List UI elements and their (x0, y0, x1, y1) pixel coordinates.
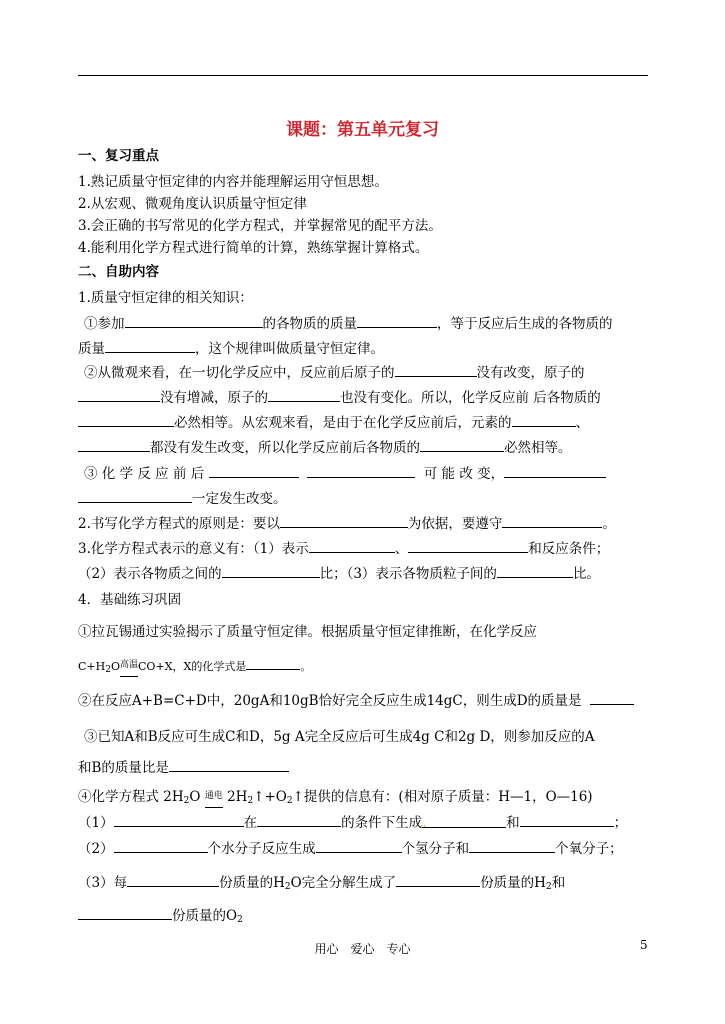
blank[interactable] (420, 437, 504, 452)
blank[interactable] (512, 412, 576, 427)
blank[interactable] (307, 463, 415, 478)
blank[interactable] (114, 812, 244, 827)
blank[interactable] (396, 872, 480, 887)
review-item-3: 3.会正确的书写常见的化学方程式，并掌握常见的配平方法。 (78, 218, 442, 234)
q1c-line2: 一定发生改变。 (78, 488, 287, 509)
q1a-line2: 质量 ，这个规律叫做质量守恒定律。 (78, 338, 384, 359)
review-item-1: 1.熟记质量守恒定律的内容并能理解运用守恒思想。 (78, 174, 388, 190)
blank[interactable] (357, 313, 437, 328)
blank[interactable] (246, 655, 300, 670)
q1a-line1: ①参加 的各物质的质量 ，等于反应后生成的各物质的 (84, 313, 613, 334)
blank[interactable] (169, 757, 289, 772)
q3-line1: 3.化学方程式表示的意义有：（1）表示 、 和反应条件； (78, 538, 609, 559)
review-item-2: 2.从宏观、微观角度认识质量守恒定律 (78, 196, 307, 212)
q1b-line3: 必然相等。从宏观来看，是由于在化学反应前后，元素的 、 (78, 412, 589, 433)
blank[interactable] (209, 463, 299, 478)
q1-title: 1.质量守恒定律的相关知识： (78, 290, 253, 306)
blank[interactable] (280, 513, 408, 528)
blank[interactable] (502, 513, 602, 528)
blank[interactable] (78, 437, 150, 452)
q2: 2.书写化学方程式的原则是：要以 为依据，要遵守 。 (78, 513, 616, 534)
blank[interactable] (520, 812, 614, 827)
ex1-line2: $C+H_2O$高温CO+X，X的化学式是 。 (78, 655, 311, 680)
blank[interactable] (78, 488, 192, 503)
blank[interactable]: . (422, 813, 506, 828)
ex4a: （1） 在 的条件下生成. 和 ； (78, 812, 627, 833)
blank[interactable] (78, 412, 174, 427)
blank[interactable] (590, 690, 634, 705)
ex3-line1: ③已知A和B反应可生成C和D，5g A完全反应后可生成4g C和2g D，则参加反应的A (84, 729, 595, 745)
footer-motto: 用心 爱心 专心 (314, 942, 411, 956)
q4-title: 4．基础练习巩固 (78, 592, 182, 608)
ex3-line2: 和B的质量比是 (78, 757, 289, 778)
blank[interactable] (127, 872, 219, 887)
blank[interactable] (395, 362, 477, 377)
ex4c-line1: （3）每 份质量的$H_2O$完全分解生成了 份质量的$H_2$和 (78, 872, 565, 897)
blank[interactable] (497, 563, 573, 578)
q1b-line2: 没有增减，原子的 也没有变化。所以，化学反应前 后各物质的 (78, 387, 601, 408)
q1c-line1: ③ 化 学 反 应 前 后 可 能 改 变， (84, 463, 606, 484)
blank[interactable] (257, 812, 341, 827)
condition-high-temp: 高温 (120, 655, 138, 675)
ex4c-line2: 份质量的$O_2$ (78, 905, 243, 930)
blank[interactable] (222, 563, 320, 578)
blank[interactable] (78, 387, 160, 402)
blank[interactable] (78, 905, 172, 920)
q1b-line1: ②从微观来看，在一切化学反应中，反应前后原子的 没有改变，原子的 (84, 362, 585, 383)
condition-electrify: 通电 (205, 786, 223, 806)
section1-heading: 一、复习重点 (78, 148, 159, 164)
blank[interactable] (469, 838, 555, 853)
ex4-line1: ④化学方程式 $2H_2O$ 通电 $2H_2↑+O_2↑$提供的信息有：(相对原子质量：H—1，O—16) (78, 787, 593, 811)
blank[interactable] (504, 463, 606, 478)
blank[interactable] (125, 313, 263, 328)
review-item-4: 4.能利用化学方程式进行简单的计算，熟练掌握计算格式。 (78, 240, 429, 256)
header-rule (78, 75, 648, 76)
q1b-line4: 都没有发生改变，所以化学反应前后各物质的 必然相等。 (78, 437, 572, 458)
blank[interactable] (114, 838, 208, 853)
blank[interactable] (316, 838, 402, 853)
page-title: 课题：第五单元复习 (286, 120, 439, 140)
blank[interactable] (268, 387, 340, 402)
q3-line2: （2）表示各物质之间的 比；（3）表示各物质粒子间的 比。 (78, 563, 600, 584)
blank[interactable] (408, 538, 528, 553)
section2-heading: 二、自助内容 (78, 264, 159, 280)
ex4b: （2） 个水分子反应生成 个氢分子和 个氧分子； (78, 838, 623, 859)
ex1-line1: ①拉瓦锡通过实验揭示了质量守恒定律。根据质量守恒定律推断，在化学反应 (78, 624, 537, 640)
page-number: 5 (640, 938, 648, 952)
ex2: ②在反应A+B=C+D中，20gA和10gB恰好完全反应生成14gC，则生成D的质量是 (78, 690, 634, 711)
blank[interactable] (105, 338, 195, 353)
blank[interactable] (309, 538, 395, 553)
